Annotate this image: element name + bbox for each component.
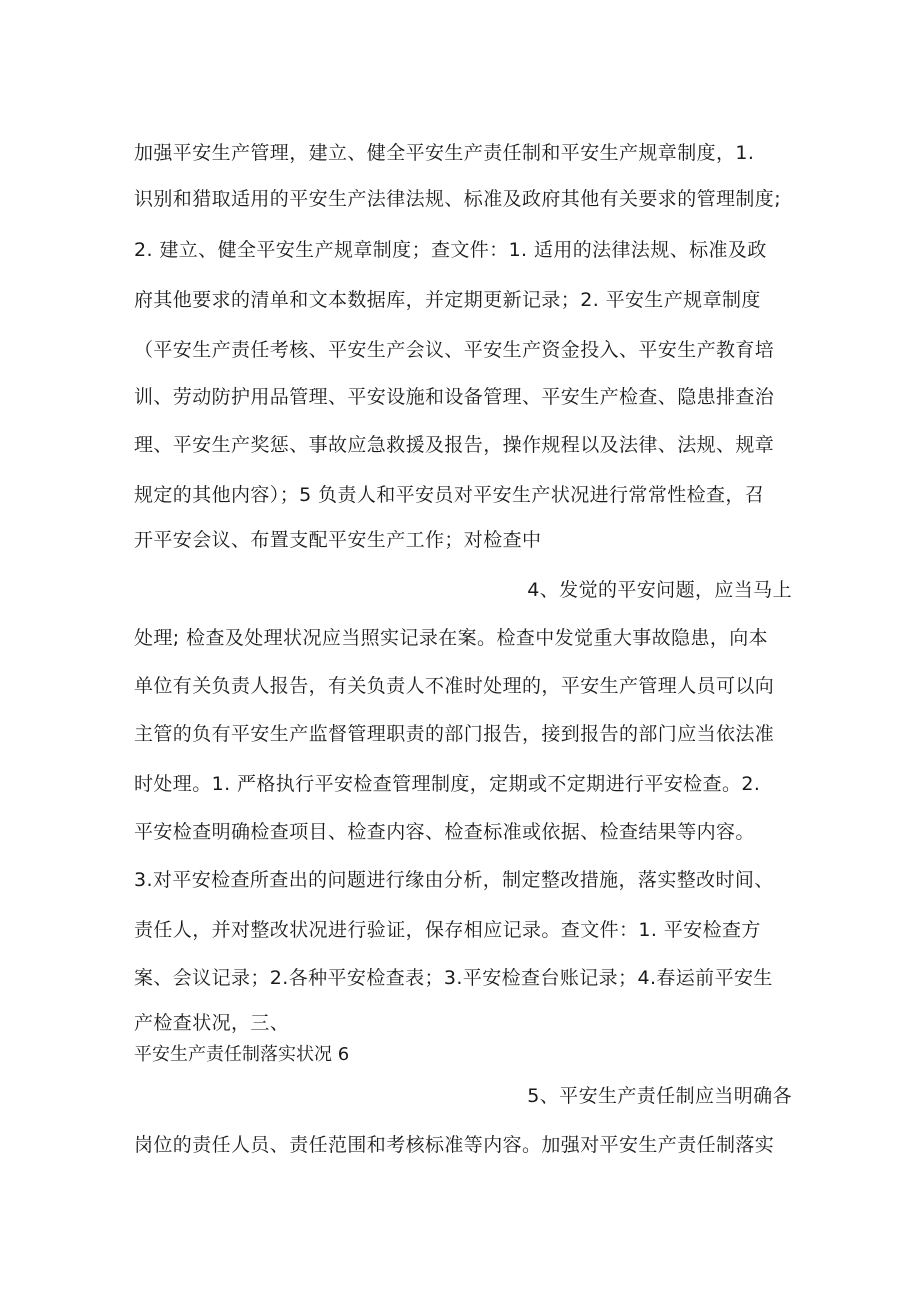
text-line: 3.对平安检查所查出的问题进行缘由分析，制定整改措施，落实整改时间、 [134,869,774,891]
text-line: 规定的其他内容）；5 负责人和平安员对平安生产状况进行常常性检查，召 [134,484,765,506]
text-line: 2. 建立、健全平安生产规章制度；查文件：1. 适用的法律法规、标准及政 [134,239,767,261]
text-line: 主管的负有平安生产监督管理职责的部门报告，接到报告的部门应当依法准 [134,723,775,745]
text-line-right: 4、发觉的平安问题，应当马上 [527,579,792,601]
text-line: 理、平安生产奖惩、事故应急救援及报告，操作规程以及法律、法规、规章 [134,434,775,456]
text-line: 训、劳动防护用品管理、平安设施和设备管理、平安生产检查、隐患排查治 [134,386,775,408]
text-line: 处理; 检查及处理状况应当照实记录在案。检查中发觉重大事故隐患，向本 [134,627,769,649]
section-heading: 平安生产责任制落实状况 6 [134,1044,350,1065]
text-line: 识别和猎取适用的平安生产法律法规、标准及政府其他有关要求的管理制度; [134,188,782,210]
text-line: 加强平安生产管理，建立、健全平安生产责任制和平安生产规章制度，1. [134,142,755,164]
text-line: （平安生产责任考核、平安生产会议、平安生产资金投入、平安生产教育培 [134,339,775,361]
text-line: 开平安会议、布置支配平安生产工作；对检查中 [134,529,542,551]
text-line: 时处理。1. 严格执行平安检查管理制度，定期或不定期进行平安检查。2. [134,773,761,795]
text-line: 责任人，并对整改状况进行验证，保存相应记录。查文件：1. 平安检查方 [134,919,761,941]
text-line: 单位有关负责人报告，有关负责人不准时处理的，平安生产管理人员可以向 [134,675,775,697]
text-line: 府其他要求的清单和文本数据库，并定期更新记录；2. 平安生产规章制度 [134,289,761,311]
text-line: 平安检查明确检查项目、检查内容、检查标准或依据、检查结果等内容。 [134,821,755,843]
text-line-right: 5、平安生产责任制应当明确各 [527,1085,792,1107]
text-line: 案、会议记录；2.各种平安检查表；3.平安检查台账记录；4.春运前平安生 [134,967,773,989]
text-line: 产检查状况，三、 [134,1012,290,1034]
text-line: 岗位的责任人员、责任范围和考核标准等内容。加强对平安生产责任制落实 [134,1134,775,1156]
